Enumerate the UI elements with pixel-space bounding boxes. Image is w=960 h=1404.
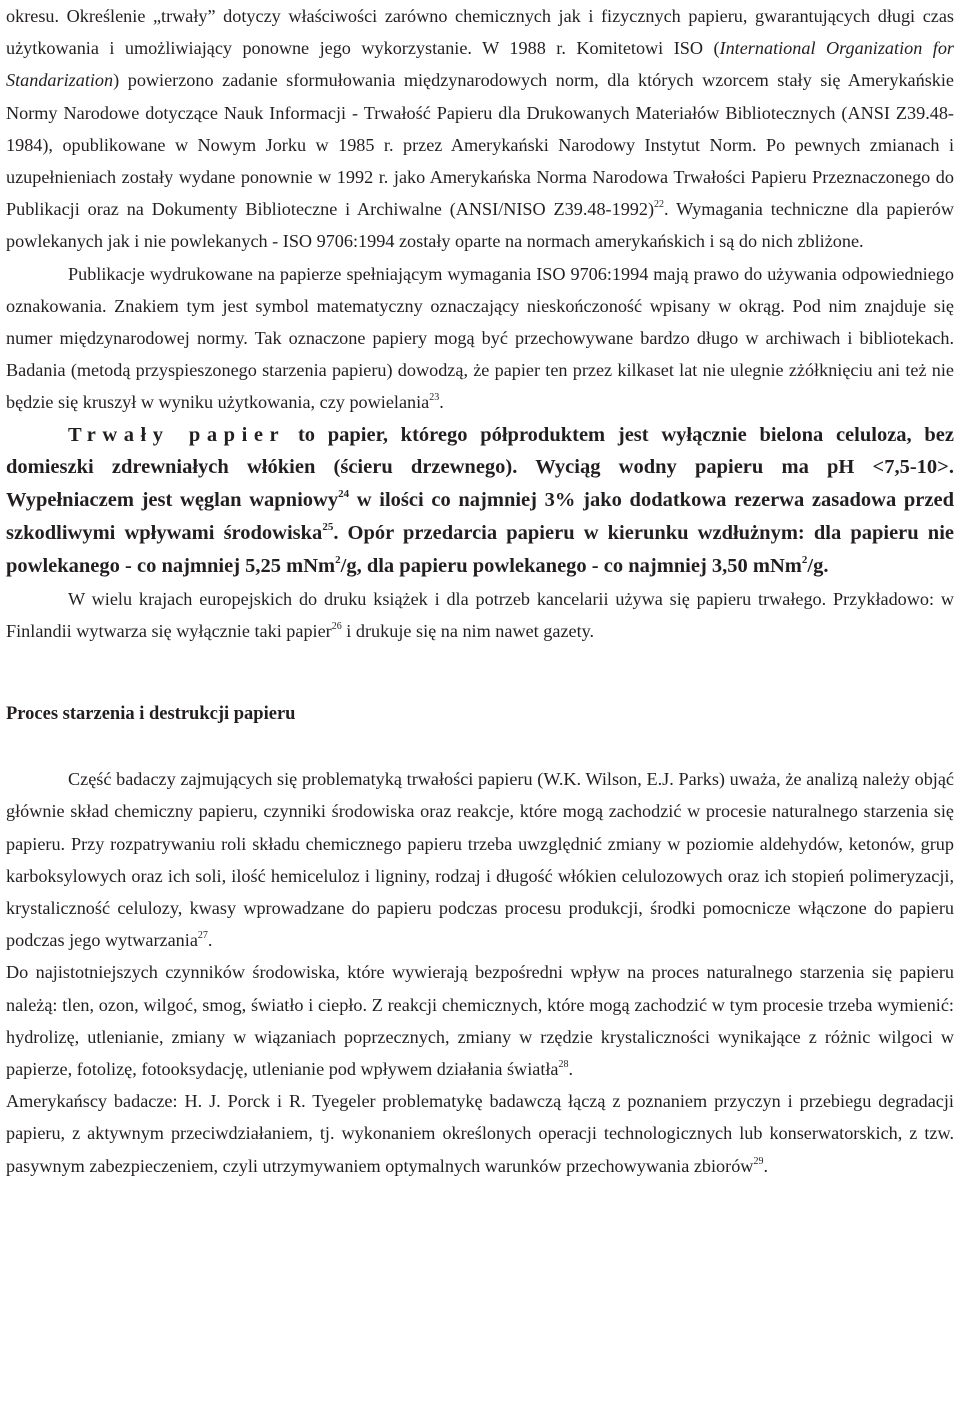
text-segment: W wielu krajach europejskich do druku książek i dla potrzeb kancelarii używa się papieru trwałego. Przykładowo: w Finlandii wytwarza się wyłącznie taki papier bbox=[6, 588, 954, 641]
document-page bbox=[6, 0, 954, 1182]
footnote-ref-24: 24 bbox=[338, 488, 350, 501]
text-segment: w ilości co najmniej 3% jako dodatkowa rezerwa zasadowa przed szkodliwymi wpływami środowiska bbox=[6, 489, 955, 545]
paragraph-american-researchers bbox=[6, 1085, 954, 1182]
text-segment: i drukuje się na nim nawet gazety. bbox=[341, 620, 595, 641]
text-segment: . bbox=[439, 392, 444, 413]
section-heading: Proces starzenia i destrukcji papieru bbox=[6, 704, 296, 725]
squared-unit: 2 bbox=[335, 553, 341, 566]
paragraph-iso-marking bbox=[6, 258, 954, 419]
paragraph-environment-factors bbox=[6, 956, 954, 1085]
text-segment: Amerykańscy badacze: H. J. Porck i R. Tyegeler problematykę badawczą łączą z poznaniem przyczyn i przebiegu degradacji papieru, z aktywnym przeciwdziałaniem, tj. wykonaniem określonych operacji technologicznych lub konserwatorskich, z tzw. pasywnym zabezpieczeniem, czyli utrzymywaniem optymalnych warunków przechowywania zbiorów bbox=[6, 1091, 954, 1176]
text-segment: /g. bbox=[807, 554, 829, 577]
squared-unit: 2 bbox=[801, 553, 808, 566]
footnote-ref-22: 22 bbox=[654, 199, 665, 211]
spacer bbox=[6, 730, 954, 763]
paragraph-permanent-paper-definition bbox=[6, 419, 954, 583]
italic-organization-name: International Organization for Standarization bbox=[6, 38, 955, 91]
paragraph-chemical-composition bbox=[6, 763, 954, 956]
text-segment: Publikacje wydrukowane na papierze spełniającym wymagania ISO 9706:1994 mają prawo do używania odpowiedniego oznakowania. Znakiem tym jest symbol matematyczny oznaczający nieskończoność wpisany w okrąg. Pod nim znajduje się numer międzynarodowej normy. Tak oznaczone papiery mogą być przechowywane bardzo długo w archiwach i bibliotekach. Badania (metodą przyspieszonego starzenia papieru) dowodzą, że papier ten przez kilkaset lat nie ulegnie zżółknięciu ani też nie będzie się kruszył w wyniku użytkowania, czy powielania bbox=[6, 263, 954, 413]
footnote-ref-29: 29 bbox=[753, 1155, 764, 1167]
text-segment: . Wymagania techniczne dla papierów powlekanych jak i nie powlekanych - ISO 9706:1994 zostały oparte na normach amerykańskich i są do nich zbliżone. bbox=[6, 199, 954, 252]
footnote-ref-25: 25 bbox=[322, 521, 334, 534]
text-segment: . Opór przedarcia papieru w kierunku wzdłużnym: dla papieru nie powlekanego - co najmniej 5,25 mNm bbox=[6, 522, 954, 577]
text-segment: ) powierzono zadanie sformułowania międzynarodowych norm, dla których wzorcem stały się Amerykańskie Normy Narodowe dotyczące Nauk Informacji - Trwałość Papieru dla Drukowanych Materiałów Bibliotecznych (ANSI Z39.48-1984), opublikowane w Nowym Jorku w 1985 r. przez Amerykański Narodowy Instytut Norm. Po pewnych zmianach i uzupełnieniach zostały wydane ponownie w 1992 r. jako Amerykańska Norma Narodowa Trwałości Papieru Przeznaczonego do Publikacji oraz na Dokumenty Biblioteczne i Archiwalne (ANSI/NISO Z39.48-1992) bbox=[6, 70, 954, 220]
footnote-ref-23: 23 bbox=[429, 392, 440, 404]
text-segment: okresu. Określenie „trwały” dotyczy właściwości zarówno chemicznych jak i fizycznych papieru, gwarantujących długi czas użytkowania i umożliwiający ponowne jego wykorzystanie. W 1988 r. Komitetowi ISO ( bbox=[6, 6, 954, 59]
footnote-ref-28: 28 bbox=[558, 1059, 569, 1071]
footnote-ref-26: 26 bbox=[331, 620, 342, 632]
text-segment: . bbox=[763, 1155, 768, 1176]
footnote-ref-27: 27 bbox=[197, 930, 208, 942]
text-segment: Część badaczy zajmujących się problematyką trwałości papieru (W.K. Wilson, E.J. Parks) uważa, że analizą należy objąć głównie skład chemiczny papieru, czynniki środowiska oraz reakcje, które mogą zachodzić w procesie naturalnego starzenia się papieru. Przy rozpatrywaniu roli składu chemicznego papieru trzeba uwzględnić zmiany w poziomie aldehydów, ketonów, grup karboksylowych oraz ich soli, ilość hemiceluloz i ligniny, rodzaj i długość włókien celulozowych oraz ich stopień polimeryzacji, krystaliczność celulozy, kwasy wprowadzane do papieru podczas procesu produkcji, środki pomocnicze włączone do papieru podczas jego wytwarzania bbox=[6, 769, 954, 951]
text-segment: . bbox=[207, 930, 213, 951]
spacer bbox=[6, 647, 954, 698]
spaced-term: Trwały papier bbox=[68, 423, 286, 446]
text-segment: to papier, którego półproduktem jest wyłącznie bielona celuloza, bez domieszki zdrewniałych włókien (ścieru drzewnego). Wyciąg wodny papieru ma pH <7,5-10>. Wypełniaczem jest węglan wapniowy bbox=[6, 423, 955, 512]
paragraph-iso-history bbox=[6, 0, 954, 258]
text-segment: Do najistotniejszych czynników środowiska, które wywierają bezpośredni wpływ na proces naturalnego starzenia się papieru należą: tlen, ozon, wilgoć, smog, światło i ciepło. Z reakcji chemicznych, które mogą zachodzić w tym procesie trzeba wymienić: hydrolizę, utlenianie, zmiany w wiązaniach poprzecznych, zmiany w rzędzie krystaliczności wynikające z różnic wilgoci w papierze, fotolizę, fotooksydację, utlenianie pod wpływem działania światła bbox=[6, 962, 954, 1080]
text-segment: /g, dla papieru powlekanego - co najmniej 3,50 mNm bbox=[340, 554, 802, 577]
paragraph-europe-usage bbox=[6, 583, 954, 647]
text-segment: . bbox=[568, 1059, 574, 1080]
